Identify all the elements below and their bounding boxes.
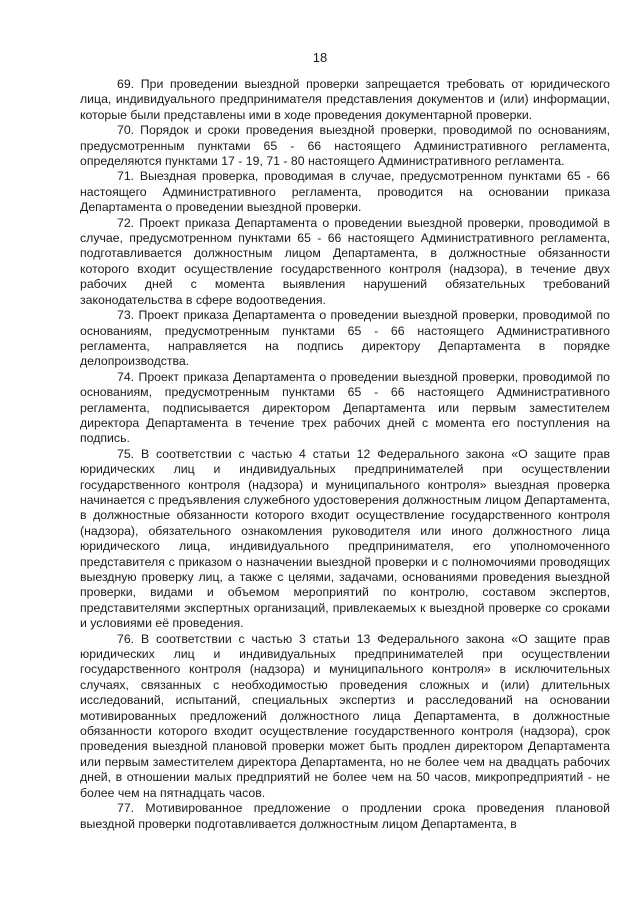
paragraph-75: 75. В соответствии с частью 4 статьи 12 Федерального закона «О защите прав юридических лиц и индивидуальных предпринимателей при осуществлении государственного контроля (надзора) и муниципального контроля» выездная проверка начинается с предъявления служебного удостоверения должностным лицом Департамента, в должностные обязанности которого входит осуществление государственного контроля (надзора), обязательного ознакомления руководителя или иного должностного лица юридического лица, индивидуального предпринимателя, его уполномоченного представителя с приказом о назначении выездной проверки и с полномочиями проводящих выездную проверку лиц, а также с целями, задачами, основаниями проведения выездной проверки, видами и объемом мероприятий по контролю, составом экспертов, представителями экспертных организаций, привлекаемых к выездной проверке со сроками и условиями её проведения. xyxy=(80,446,610,631)
paragraph-69: 69. При проведении выездной проверки запрещается требовать от юридического лица, индивидуального предпринимателя представления документов и (или) информации, которые были представлены ими в ходе проведения документарной проверки. xyxy=(80,77,610,122)
paragraph-70: 70. Порядок и сроки проведения выездной проверки, проводимой по основаниям, предусмотренным пунктами 65 - 66 настоящего Административного регламента, определяются пунктами 17 - 19, 71 - 80 настоящего Административного регламента. xyxy=(80,123,610,169)
paragraph-72: 72. Проект приказа Департамента о проведении выездной проверки, проводимой в случае, предусмотренном пунктами 65 - 66 настоящего Административного регламента, подготавливается должностным лицом Департамента, в должностные обязанности которого входит осуществление государственного контроля (надзора), в течение двух рабочих дней с момента выявления нарушений обязательных требований законодательства в сфере водоотведения. xyxy=(80,215,610,307)
document-body xyxy=(80,77,610,832)
page-number: 18 xyxy=(312,50,328,65)
paragraph-76: 76. В соответствии с частью 3 статьи 13 Федерального закона «О защите прав юридических лиц и индивидуальных предпринимателей при осуществлении государственного контроля (надзора) и муниципального контроля» в исключительных случаях, связанных с необходимостью проведения сложных и (или) длительных исследований, испытаний, специальных экспертиз и расследований на основании мотивированных предложений должностного лица Департамента, в должностные обязанности которого входит осуществление государственного контроля (надзора), срок проведения выездной плановой проверки может быть продлен директором Департамента или первым заместителем директора Департамента, но не более чем на двадцать рабочих дней, в отношении малых предприятий не более чем на 50 часов, микропредприятий - не более чем на пятнадцать часов. xyxy=(80,631,610,800)
paragraph-77: 77. Мотивированное предложение о продлении срока проведения плановой выездной проверки подготавливается должностным лицом Департамента, в xyxy=(80,801,610,831)
paragraph-71: 71. Выездная проверка, проводимая в случае, предусмотренном пунктами 65 - 66 настоящего Административного регламента, проводится на основании приказа Департамента о проведении выездной проверки. xyxy=(80,169,610,215)
paragraph-73: 73. Проект приказа Департамента о проведении выездной проверки, проводимой по основаниям, предусмотренным пунктами 65 - 66 настоящего Административного регламента, направляется на подпись директору Департамента в порядке делопроизводства. xyxy=(80,308,610,369)
paragraph-74: 74. Проект приказа Департамента о проведении выездной проверки, проводимой по основаниям, предусмотренным пунктами 65 - 66 настоящего Административного регламента, подписывается директором Департамента или первым заместителем директора Департамента в течение трех рабочих дней с момента его поступления на подпись. xyxy=(80,369,610,446)
